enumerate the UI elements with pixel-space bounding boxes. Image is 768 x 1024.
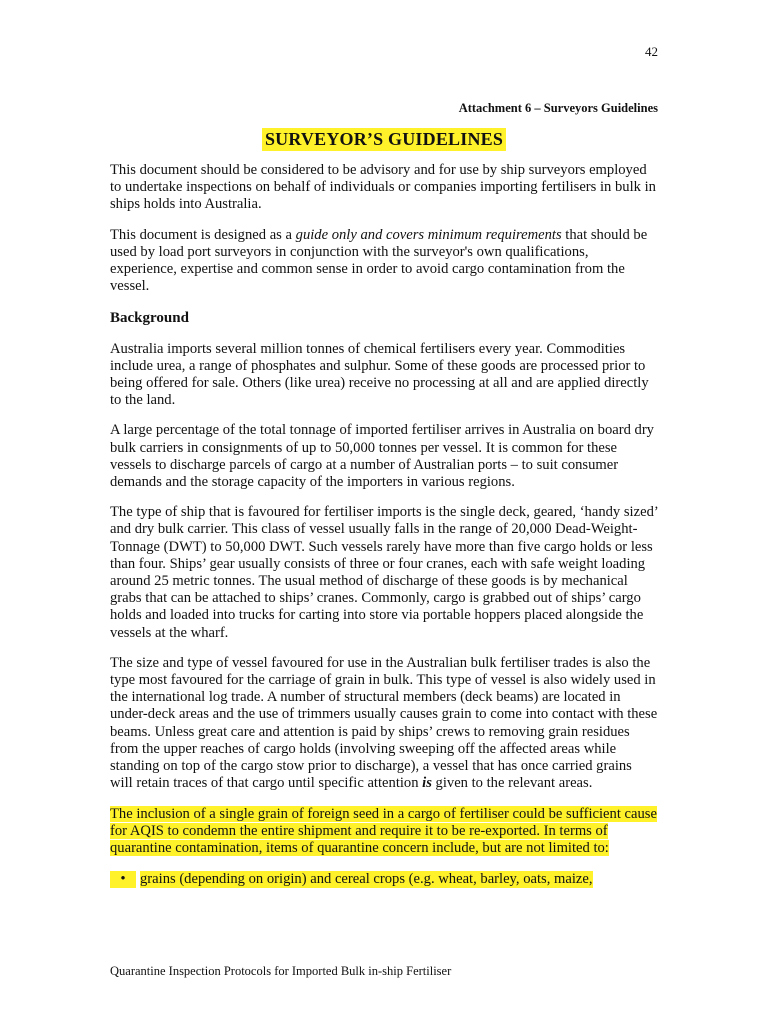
background-paragraph: The type of ship that is favoured for fertiliser imports is the single deck, geared, ‘handy sized’ and dry bulk carrier. This class of vessel usually falls in the range of 20,000 Dead-Weight-Tonnage (DWT) to 50,000 DWT. Such vessels rarely have more than five cargo holds or less than four. Ships’ gear usually consists of three or four cranes, each with safe weight loading around 25 metric tonnes. The usual method of discharge of these goods is by mechanical grabs that can be attached to ships’ cranes. Commonly, cargo is grabbed out of ships’ cargo holds and loaded into trucks for carting into store via portable hoppers placed alongside the vessels at the wharf. xyxy=(110,504,658,641)
vessel-paragraph xyxy=(110,655,658,793)
bullet-item xyxy=(110,871,658,888)
attachment-header: Attachment 6 – Surveyors Guidelines xyxy=(458,101,658,115)
document-title: SURVEYOR’S GUIDELINES xyxy=(262,128,506,151)
document-body xyxy=(110,162,658,888)
highlighted-text: The inclusion of a single grain of foreign seed in a cargo of fertiliser could be sufficient cause for AQIS to condemn the entire shipment and require it to be re-exported. In terms of quarantine contamination, items of quarantine concern include, but are not limited to: xyxy=(110,805,657,856)
bullet-text: grains (depending on origin) and cereal crops (e.g. wheat, barley, oats, maize, xyxy=(140,871,593,888)
title-container xyxy=(0,128,768,151)
design-paragraph-italic: guide only and covers minimum requirements xyxy=(295,226,562,243)
intro-paragraph: This document should be considered to be advisory and for use by ship surveyors employed to undertake inspections on behalf of individuals or companies importing fertilisers in bulk in ships holds into Australia. xyxy=(110,162,656,213)
vessel-paragraph-start: The size and type of vessel favoured for use in the Australian bulk fertiliser trades is also the type most favoured for the carriage of grain in bulk. This type of vessel is also widely used in the international log trade. A number of structural members (deck beams) are located in under-deck areas and the use of trimmers usually causes grain to come into contact with these beams. Unless great care and attention is paid by ships’ crews to removing grain residues from the upper reaches of cargo holds (involving sweeping off the affected areas while standing on top of the cargo stow prior to discharge), a vessel that has once carried grains will retain traces of that cargo until specific attention xyxy=(110,654,658,792)
design-paragraph-end: that should be used by load port surveyors in conjunction with the surveyor's own qualifications, experience, expertise and common sense in order to avoid cargo contamination from the vessel. xyxy=(110,226,648,295)
design-paragraph-start: This document is designed as a xyxy=(110,226,296,243)
bullet-marker: • xyxy=(110,871,136,888)
background-paragraph: Australia imports several million tonnes of chemical fertilisers every year. Commodities include urea, a range of phosphates and sulphur. Some of these goods are processed prior to being offered for sale. Others (like urea) receive no processing at all and are applied directly to the land. xyxy=(110,340,649,409)
page-footer: Quarantine Inspection Protocols for Imported Bulk in-ship Fertiliser xyxy=(110,964,452,978)
vessel-paragraph-end: given to the relevant areas. xyxy=(431,775,593,792)
page-number: 42 xyxy=(645,44,658,59)
background-paragraph: A large percentage of the total tonnage of imported fertiliser arrives in Australia on board dry bulk carriers in consignments of up to 50,000 tonnes per vessel. It is common for these vessels to discharge parcels of cargo at a number of Australian ports – to suit consumer demands and the storage capacity of the importers in various regions. xyxy=(110,422,654,491)
design-paragraph xyxy=(110,227,658,296)
highlighted-paragraph xyxy=(110,806,658,858)
background-heading: Background xyxy=(110,310,189,327)
vessel-paragraph-emphasis: is xyxy=(422,775,432,792)
